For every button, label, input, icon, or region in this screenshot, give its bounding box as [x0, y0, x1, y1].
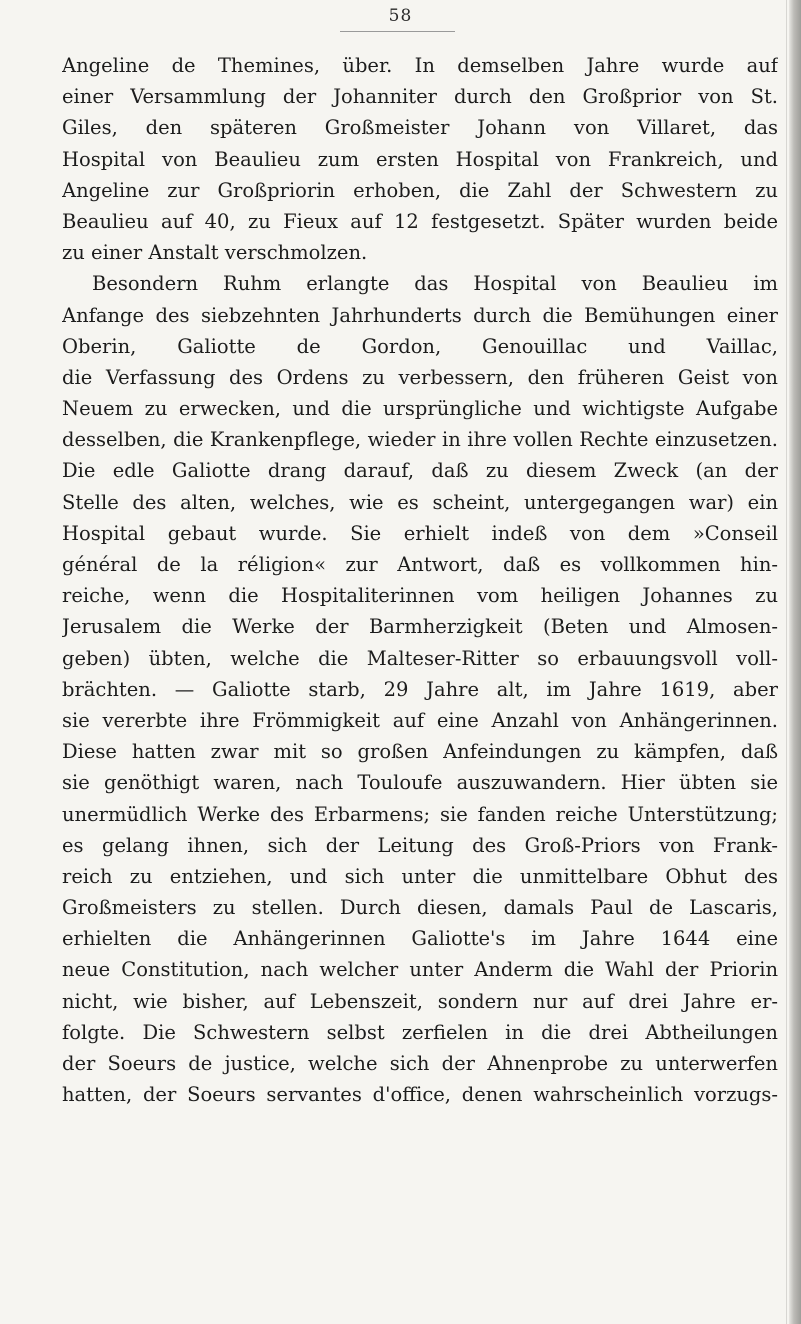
body-text: [62, 50, 778, 1110]
text-line: brächten. — Galiotte starb, 29 Jahre alt, im Jahre 1619, aber: [62, 677, 778, 701]
text-line: unermüdlich Werke des Erbarmens; sie fanden reiche Unterstützung;: [62, 802, 778, 826]
page-edge: [789, 0, 801, 1324]
text-line: nicht, wie bisher, auf Lebenszeit, sondern nur auf drei Jahre er-: [62, 989, 778, 1013]
text-line: erhielten die Anhängerinnen Galiotte's im Jahre 1644 eine: [62, 927, 778, 951]
text-line: reich zu entziehen, und sich unter die unmittelbare Obhut des: [62, 864, 778, 888]
text-line: Angeline zur Großpriorin erhoben, die Zahl der Schwestern zu: [62, 178, 778, 202]
text-line: sie genöthigt waren, nach Touloufe auszuwandern. Hier übten sie: [62, 771, 778, 795]
text-line: Hospital von Beaulieu zum ersten Hospital von Frankreich, und: [62, 147, 778, 171]
text-line: neue Constitution, nach welcher unter Anderm die Wahl der Priorin: [62, 958, 778, 982]
text-line: Stelle des alten, welches, wie es scheint, untergegangen war) ein: [62, 490, 778, 514]
text-line: Anfange des siebzehnten Jahrhunderts durch die Bemühungen einer: [62, 303, 778, 327]
paragraph-start-line: Besondern Ruhm erlangte das Hospital von Beaulieu im: [92, 272, 778, 296]
text-line: Die edle Galiotte drang darauf, daß zu diesem Zweck (an der: [62, 459, 778, 483]
text-line: Angeline de Themines, über. In demselben Jahre wurde auf: [62, 54, 778, 77]
text-line: folgte. Die Schwestern selbst zerfielen in die drei Abtheilungen: [62, 1020, 778, 1044]
text-line: geben) übten, welche die Malteser-Ritter so erbauungsvoll voll-: [62, 646, 778, 670]
text-line: zu einer Anstalt verschmolzen.: [62, 241, 368, 265]
text-line: général de la réligion« zur Antwort, daß es vollkommen hin-: [62, 553, 778, 576]
text-line: der Soeurs de justice, welche sich der Ahnenprobe zu unterwerfen: [62, 1052, 778, 1075]
text-line: einer Versammlung der Johanniter durch den Großprior von St.: [62, 85, 778, 109]
text-line: reiche, wenn die Hospitaliterinnen vom heiligen Johannes zu: [62, 584, 778, 608]
text-line: Großmeisters zu stellen. Durch diesen, damals Paul de Lascaris,: [62, 896, 778, 920]
page-edge-shadow-line: [786, 0, 787, 1324]
page-number: 58: [388, 6, 413, 26]
text-line: desselben, die Krankenpflege, wieder in ihre vollen Rechte einzusetzen.: [62, 428, 778, 452]
text-line: die Verfassung des Ordens zu verbessern, den früheren Geist von: [62, 365, 778, 389]
text-line: hatten, der Soeurs servantes d'office, denen wahrscheinlich vorzugs-: [62, 1083, 778, 1107]
text-line: sie vererbte ihre Frömmigkeit auf eine Anzahl von Anhängerinnen.: [62, 708, 778, 732]
text-line: Neuem zu erwecken, und die ursprüngliche und wichtigste Aufgabe: [62, 397, 778, 421]
text-line: Hospital gebaut wurde. Sie erhielt indeß von dem »Conseil: [62, 521, 778, 545]
header-rule: [340, 31, 455, 32]
text-line: Jerusalem die Werke der Barmherzigkeit (Beten und Almosen-: [62, 615, 778, 639]
text-line: Giles, den späteren Großmeister Johann von Villaret, das: [62, 116, 778, 140]
text-line: Diese hatten zwar mit so großen Anfeindungen zu kämpfen, daß: [62, 740, 778, 764]
text-line: Oberin, Galiotte de Gordon, Genouillac und Vaillac,: [62, 334, 778, 358]
text-line: Beaulieu auf 40, zu Fieux auf 12 festgesetzt. Später wurden beide: [62, 209, 778, 233]
text-line: es gelang ihnen, sich der Leitung des Groß-Priors von Frank-: [62, 833, 778, 857]
